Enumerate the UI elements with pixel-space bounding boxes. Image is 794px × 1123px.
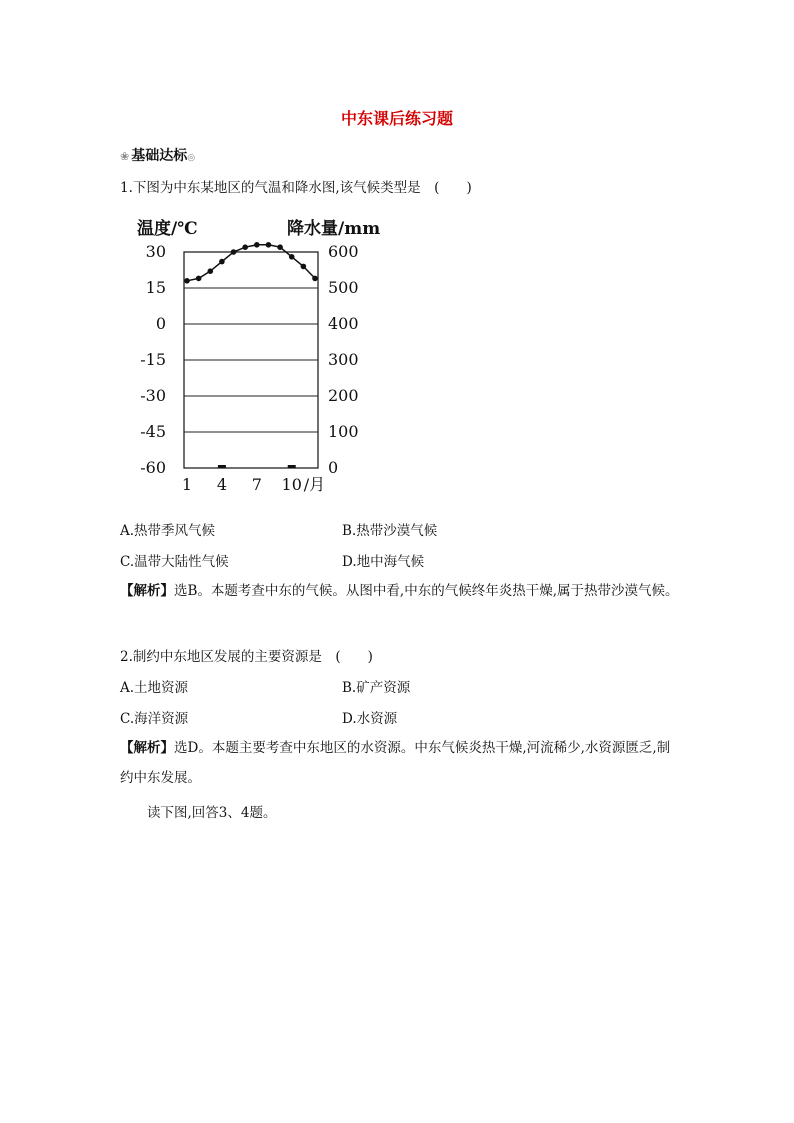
temperature-point xyxy=(242,244,248,250)
left-tick-label: -15 xyxy=(140,350,166,369)
question-2-option-c: C.海洋资源 xyxy=(120,711,189,727)
left-tick-label: 0 xyxy=(155,314,166,333)
analysis-label: 【解析】 xyxy=(120,740,174,756)
question-1-option-b: B.热带沙漠气候 xyxy=(342,523,438,539)
analysis-text: 选D。本题主要考查中东地区的水资源。中东气候炎热干燥,河流稀少,水资源匮乏,制约中东发展。 xyxy=(120,740,671,786)
right-tick-label: 400 xyxy=(328,314,359,333)
right-axis-label: 降水量/mm xyxy=(287,219,381,239)
question-1-option-c: C.温带大陆性气候 xyxy=(120,554,229,570)
temperature-line xyxy=(187,245,315,281)
analysis-label: 【解析】 xyxy=(120,583,174,599)
left-tick-label: -60 xyxy=(140,458,166,477)
temperature-point xyxy=(184,278,190,284)
temperature-point xyxy=(266,242,272,248)
temperature-point xyxy=(254,242,260,248)
page-title: 中东课后练习题 xyxy=(340,109,453,128)
question-2-analysis xyxy=(120,733,680,793)
question-1-stem: 1.下图为中东某地区的气温和降水图,该气候类型是 ( ) xyxy=(120,180,472,196)
temperature-point xyxy=(312,276,318,282)
right-tick-label: 0 xyxy=(328,458,339,477)
precip-bar xyxy=(288,465,296,468)
x-unit-label: /月 xyxy=(303,475,326,494)
question-2-option-b: B.矿产资源 xyxy=(342,680,411,696)
question-2-option-d: D.水资源 xyxy=(342,711,398,727)
precip-bar xyxy=(218,465,226,468)
temperature-point xyxy=(196,276,202,282)
right-tick-label: 300 xyxy=(328,350,359,369)
left-tick-label: 30 xyxy=(145,242,166,261)
temperature-point xyxy=(231,249,237,255)
left-tick-label: -30 xyxy=(140,386,166,405)
temperature-point xyxy=(219,259,225,265)
right-tick-label: 200 xyxy=(328,386,359,405)
left-axis-label: 温度/℃ xyxy=(137,219,198,239)
left-tick-label: 15 xyxy=(145,278,166,297)
section-heading-text: 基础达标 xyxy=(131,148,188,164)
right-tick-label: 100 xyxy=(328,422,359,441)
temperature-point xyxy=(289,254,295,260)
question-1-option-d: D.地中海气候 xyxy=(342,554,425,570)
climate-chart xyxy=(135,212,395,502)
question-2-option-a: A.土地资源 xyxy=(120,680,189,696)
x-tick-label: 1 xyxy=(181,475,193,494)
right-tick-label: 500 xyxy=(328,278,359,297)
question-1-option-a: A.热带季风气候 xyxy=(120,523,216,539)
temperature-point xyxy=(207,268,213,274)
read-prompt: 读下图,回答3、4题。 xyxy=(147,805,277,821)
x-tick-label: 4 xyxy=(216,475,228,494)
section-heading xyxy=(120,145,195,165)
temperature-point xyxy=(277,244,283,250)
left-tick-label: -45 xyxy=(140,422,166,441)
question-1-analysis xyxy=(120,576,680,606)
section-tail-icon: ◎ xyxy=(187,153,196,163)
right-tick-label: 600 xyxy=(328,242,359,261)
question-2-stem: 2.制约中东地区发展的主要资源是 ( ) xyxy=(120,649,373,665)
x-tick-label: 7 xyxy=(251,475,262,494)
analysis-text: 选B。本题考查中东的气候。从图中看,中东的气候终年炎热干燥,属于热带沙漠气候。 xyxy=(174,583,679,599)
temperature-point xyxy=(301,264,307,270)
section-flower-icon: ❀ xyxy=(120,150,130,163)
x-tick-label: 10 xyxy=(281,475,302,494)
